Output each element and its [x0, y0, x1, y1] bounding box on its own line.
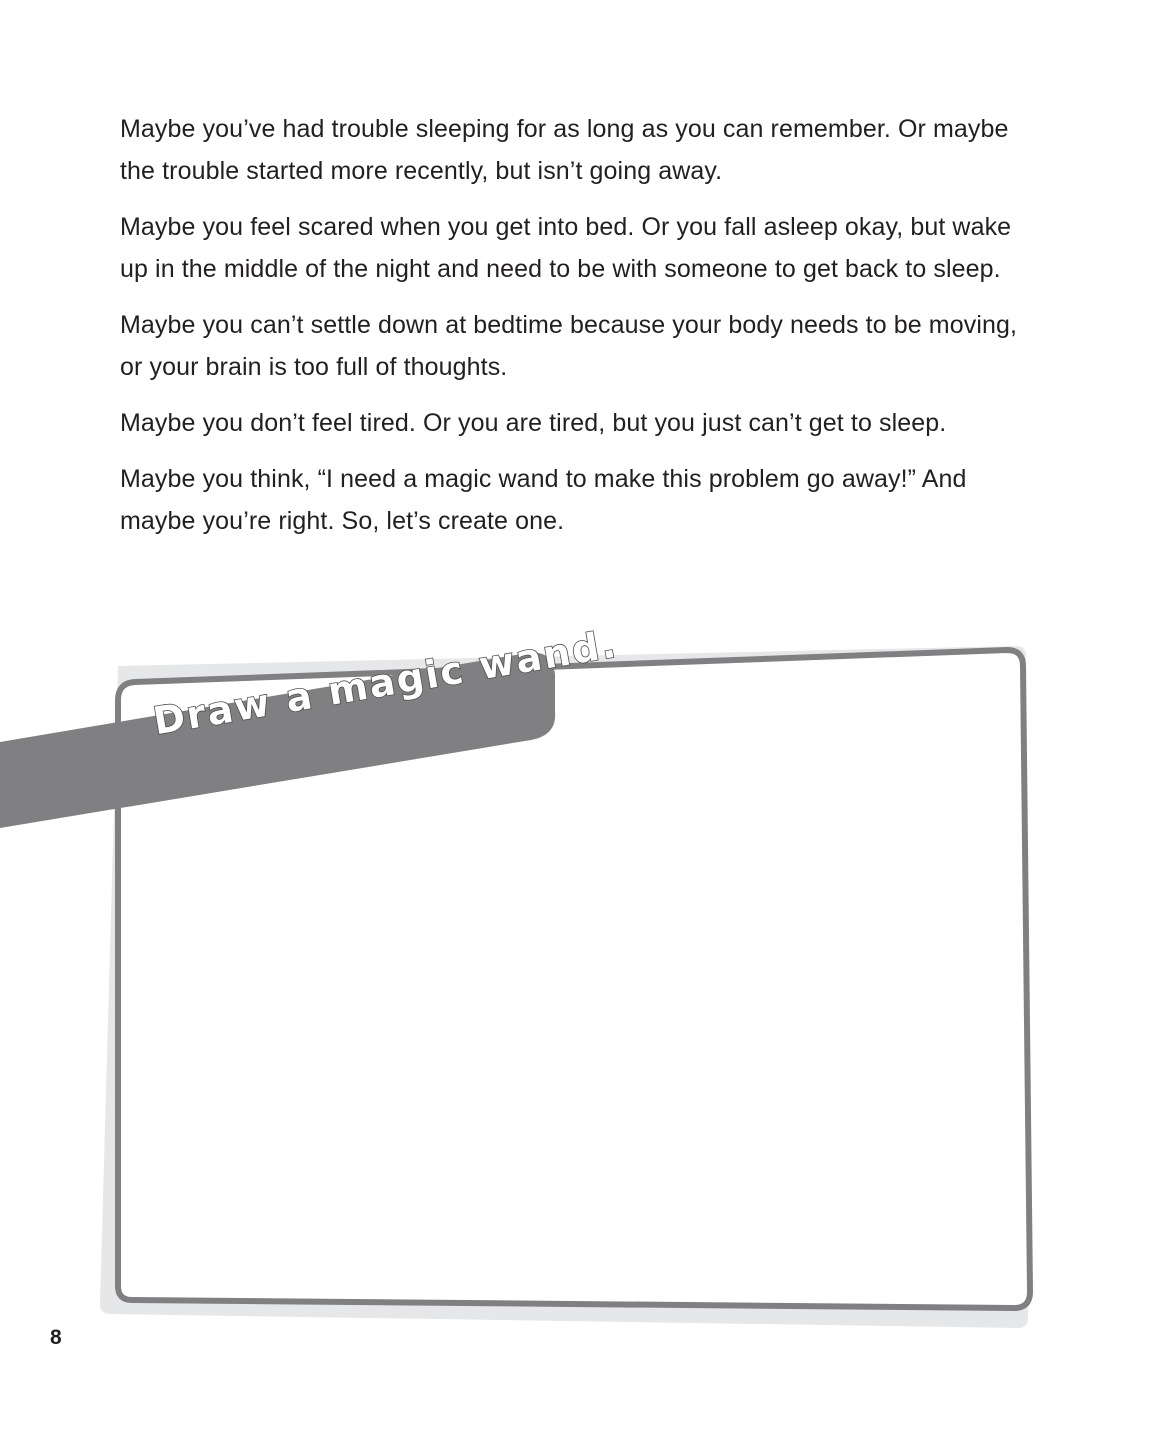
drawing-prompt-label: Draw a magic wand.	[150, 621, 621, 744]
paragraph-5: Maybe you think, “I need a magic wand to make this problem go away!” And maybe you’re right. So, let’s create one.	[120, 465, 967, 535]
paragraph-3: Maybe you can’t settle down at bedtime because your body needs to be moving, or your brain is too full of thoughts.	[120, 311, 1018, 381]
page-number: 8	[50, 1326, 62, 1349]
paragraph-1: Maybe you’ve had trouble sleeping for as long as you can remember. Or maybe the trouble started more recently, but isn’t going away.	[120, 115, 1009, 185]
paragraph-4: Maybe you don’t feel tired. Or you are tired, but you just can’t get to sleep.	[120, 409, 947, 437]
paragraph-2: Maybe you feel scared when you get into bed. Or you fall asleep okay, but wake up in the middle of the night and need to be with someone to get back to sleep.	[120, 213, 1012, 283]
